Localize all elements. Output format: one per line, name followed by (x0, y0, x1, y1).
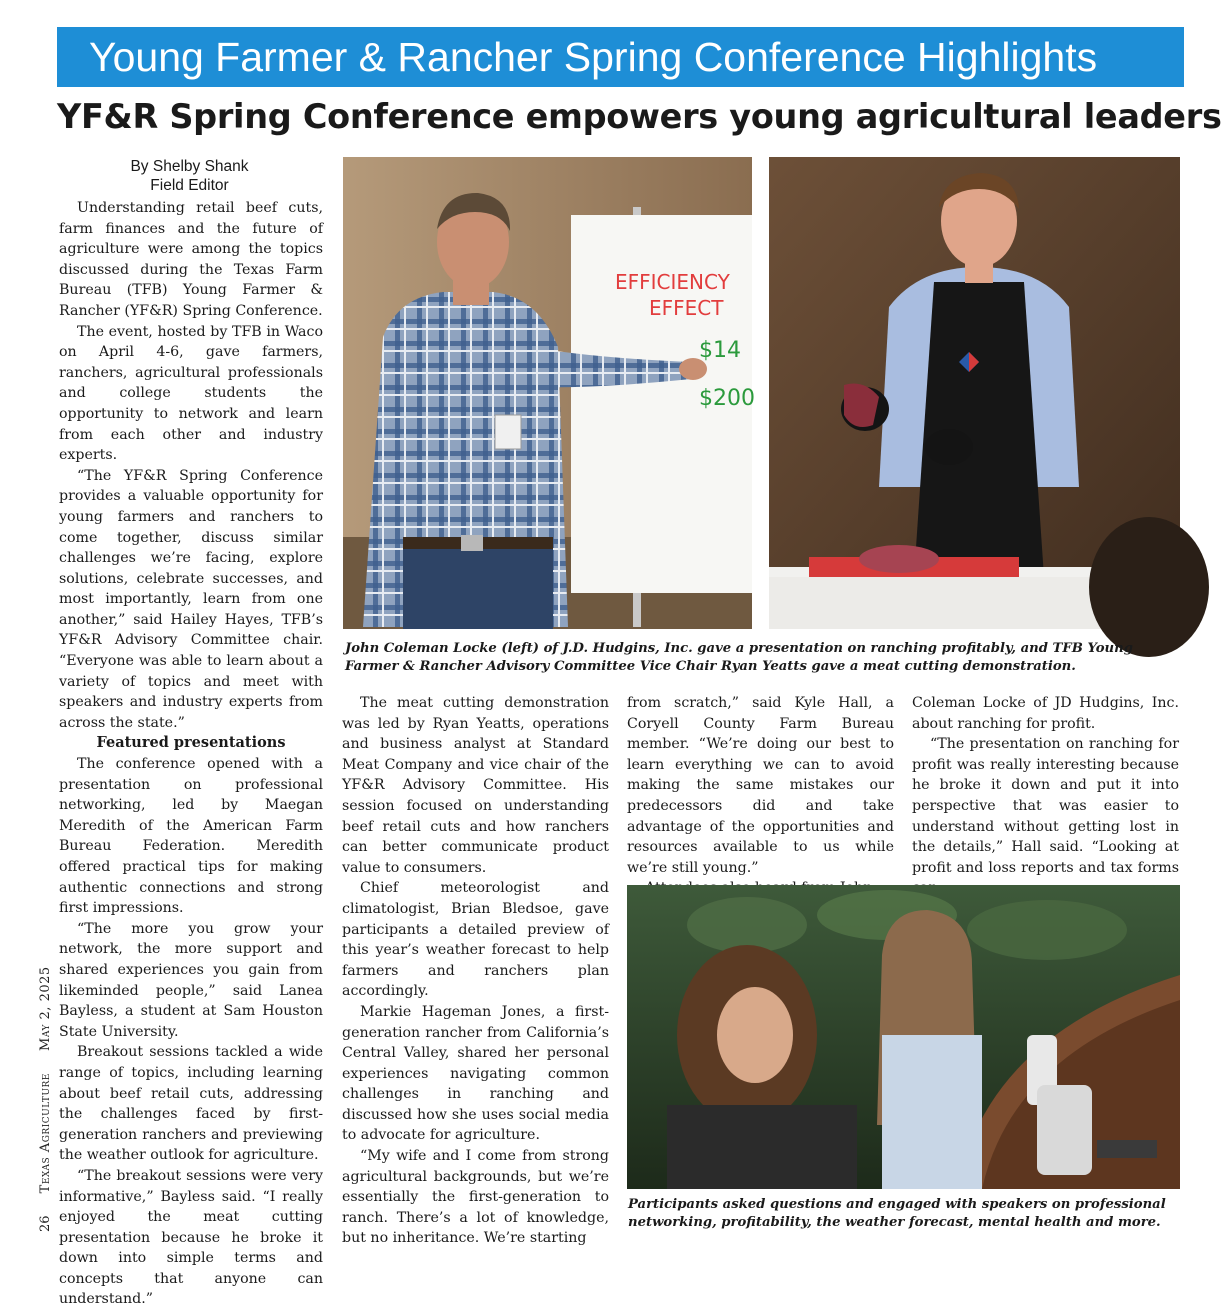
paragraph: Coleman Locke of JD Hudgins, Inc. about ranching for profit. (912, 695, 1179, 732)
page-number: 26 (38, 1215, 53, 1232)
paragraph: “The more you grow your network, the more support and shared experiences you gain from likeminded people,” said Lanea Bayless, a student at Sam Houston State University. (59, 920, 323, 1040)
flipchart-text: $14 (699, 338, 741, 363)
article-column-3 (627, 693, 894, 878)
issue-date: May 2, 2025 (38, 966, 53, 1051)
photo-caption-top: John Coleman Locke (left) of J.D. Hudgins, Inc. gave a presentation on ranching profitably, and TFB Young Farmer & Rancher Advisory Committee Vice Chair Ryan Yeatts gave a meat cutting demonstration. (345, 641, 1133, 674)
paragraph: Markie Hageman Jones, a first-generation rancher from California’s Central Valley, shared her personal experiences navigating common challenges in ranching and discussed how she uses social media to advocate for agriculture. (342, 1003, 609, 1144)
paragraph: The meat cutting demonstration was led by Ryan Yeatts, operations and business analyst at Standard Meat Company and vice chair of the YF&R Advisory Committee. His session focused on understanding beef retail cuts and how ranchers can better communicate product value to consumers. (342, 695, 609, 876)
section-banner: Young Farmer & Rancher Spring Conference Highlights (57, 27, 1184, 87)
paragraph: “The presentation on ranching for profit was really interesting because he broke it down and put it into perspective that was easier to understand without getting lost in the details,” Hall said. “Looking at profit and loss reports and tax forms (912, 736, 1179, 876)
paragraph: Breakout sessions tackled a wide range of topics, including learning about beef retail cuts, addressing the challenges faced by first-generation ranchers and previewing the weather outlook for agriculture. (59, 1044, 323, 1164)
paragraph: The conference opened with a presentation on professional networking, led by Maegan Meredith of the American Farm Bureau Federation. Meredith offered practical tips for making authentic connections and strong first impressions. (59, 756, 323, 917)
flipchart-text: EFFICIENCY (615, 270, 730, 294)
paragraph: from scratch,” said Kyle Hall, a Coryell County Farm Bureau member. “We’re doing our best to learn everything we can to avoid making the same mistakes our predecessors did and take advantage of the opportunities and resources available to us while we’re still young.” (627, 695, 894, 876)
paragraph: Understanding retail beef cuts, farm finances and the future of agriculture were among the topics discussed during the Texas Farm Bureau (TFB) Young Farmer & Rancher (YF&R) Spring Conference. (59, 200, 323, 319)
photo-meat-cutting-demo (769, 157, 1180, 629)
paragraph: “My wife and I come from strong agricultural backgrounds, but we’re essentially the first-generation to ranch. There’s a lot of knowledge, but no inheritance. We’re starting (342, 1148, 609, 1247)
article-column-1 (59, 198, 323, 1308)
article-column-4 (912, 693, 1179, 878)
article-headline: YF&R Spring Conference empowers young agricultural leaders (57, 97, 1222, 136)
article-column-2 (342, 693, 609, 1247)
photo-caption-bottom: Participants asked questions and engaged with speakers on professional networking, profitability, the weather forecast, mental health and more. (628, 1197, 1166, 1230)
page-folio (38, 948, 53, 1232)
paragraph: Chief meteorologist and climatologist, Brian Bledsoe, gave participants a detailed preview of this year’s weather forecast to help farmers and ranchers plan accordingly. (342, 880, 609, 1000)
paragraph: The event, hosted by TFB in Waco on April 4-6, gave farmers, ranchers, agricultural professionals and college students the opportunity to network and learn from each other and industry experts. (59, 323, 323, 464)
photo-presenter-flipchart (343, 157, 755, 629)
byline-author: By Shelby Shank (130, 158, 249, 175)
paragraph: “The YF&R Spring Conference provides a valuable opportunity for young farmers and ranchers to come together, discuss similar challenges we’re facing, explore solutions, celebrate successes, and most importantly, learn from one another,” said Hailey Hayes, TFB’s YF&R Advisory Committee chair. “Everyone was able to learn about a variety of topics and meet with speakers and industry experts from across the state.” (59, 467, 323, 731)
flipchart-text: $200 (699, 386, 755, 411)
subhead-featured-presentations: Featured presentations (96, 734, 286, 752)
paragraph: “The breakout sessions were very informative,” Bayless said. “I really enjoyed the meat cutting presentation because he broke it down into simple terms and concepts that anyone can understand.” (59, 1167, 323, 1308)
photo-participants (627, 885, 1180, 1189)
byline-role: Field Editor (150, 177, 229, 194)
flipchart-text: EFFECT (649, 296, 724, 320)
publication-name: Texas Agriculture (38, 1073, 53, 1194)
